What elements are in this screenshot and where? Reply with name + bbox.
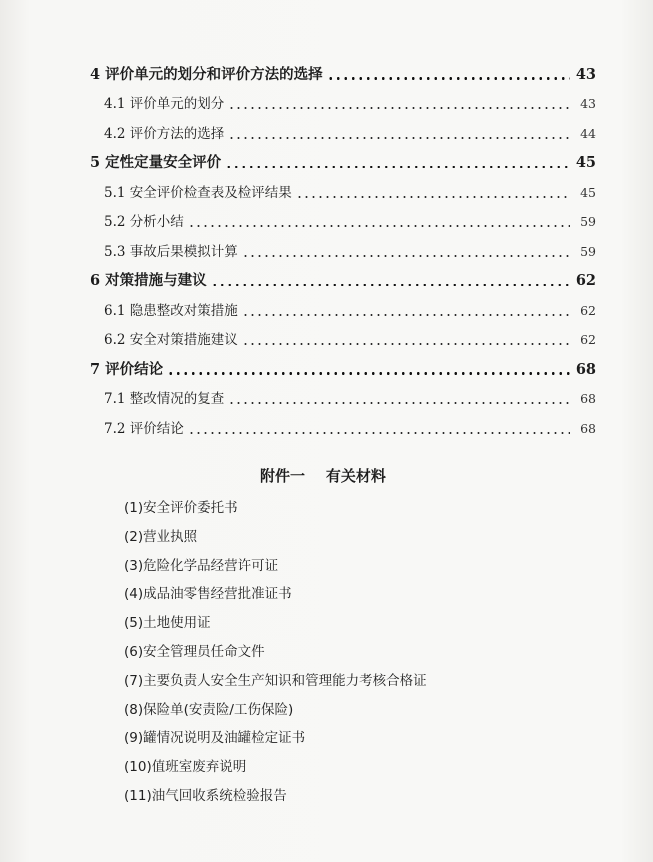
- toc-entry-title: 隐患整改对策措施: [129, 302, 238, 319]
- toc-section-row: [90, 320, 596, 350]
- toc-page-number: 44: [580, 125, 596, 141]
- appendix-item: (2)营业执照: [124, 528, 198, 545]
- table-of-contents: [90, 54, 596, 438]
- toc-page-number: 45: [580, 184, 596, 200]
- dot-leader: [228, 402, 570, 404]
- toc-page-number: 45: [575, 154, 596, 171]
- toc-entry-number: 5: [90, 154, 106, 171]
- toc-entry-number: 5.3: [104, 243, 130, 260]
- appendix-item: (10)值班室废弃说明: [124, 759, 247, 776]
- appendix-list: [124, 494, 427, 811]
- appendix-item: (6)安全管理员任命文件: [124, 643, 265, 660]
- toc-page-number: 62: [580, 302, 596, 318]
- toc-entry-title: 评价单元的划分: [129, 96, 225, 112]
- toc-entry-title: 定性定量安全评价: [105, 154, 222, 171]
- toc-entry-title: 评价结论: [129, 420, 184, 437]
- toc-entry-title: 安全评价检查表及检评结果: [129, 184, 292, 201]
- toc-section-row: [90, 113, 596, 143]
- toc-entry-number: 7: [90, 360, 106, 378]
- appendix-item: (9)罐情况说明及油罐检定证书: [124, 730, 306, 747]
- toc-entry-number: 6.2: [104, 332, 130, 348]
- toc-page-number: 59: [580, 243, 596, 259]
- dot-leader: [228, 137, 570, 139]
- toc-entry-title: 评价单元的划分和评价方法的选择: [105, 65, 323, 83]
- dot-leader: [296, 196, 570, 198]
- dot-leader: [188, 432, 570, 434]
- toc-section-row: [90, 408, 596, 438]
- toc-page-number: 68: [580, 391, 596, 406]
- toc-page-number: 43: [575, 65, 596, 83]
- appendix-item: (8)保险单(安责险/工伤保险): [124, 701, 294, 718]
- toc-chapter-row: [90, 143, 596, 173]
- dot-leader: [228, 107, 570, 109]
- appendix-item: (11)油气回收系统检验报告: [124, 787, 287, 804]
- toc-entry-number: 5.1: [104, 184, 130, 201]
- toc-entry-title: 评价方法的选择: [129, 125, 225, 142]
- dot-leader: [188, 225, 570, 227]
- toc-entry-title: 对策措施与建议: [105, 272, 207, 289]
- toc-page-number: 68: [575, 360, 596, 378]
- toc-page-number: 62: [580, 332, 596, 347]
- toc-entry-number: 6: [90, 272, 106, 289]
- toc-section-row: [90, 290, 596, 320]
- toc-entry-number: 6.1: [104, 302, 130, 319]
- toc-entry-title: 分析小结: [129, 214, 184, 230]
- toc-chapter-row: [90, 349, 596, 379]
- dot-leader: [211, 284, 570, 287]
- appendix-item: (5)土地使用证: [124, 615, 211, 632]
- toc-page-number: 59: [580, 214, 596, 229]
- appendix-item: (1)安全评价委托书: [124, 500, 238, 516]
- toc-section-row: [90, 379, 596, 409]
- toc-entry-title: 安全对策措施建议: [129, 332, 238, 348]
- dot-leader: [242, 343, 570, 345]
- dot-leader: [327, 77, 570, 80]
- dot-leader: [225, 166, 570, 169]
- toc-entry-number: 7.1: [104, 391, 130, 407]
- toc-section-row: [90, 202, 596, 232]
- toc-section-row: [90, 231, 596, 261]
- toc-page-number: 62: [575, 272, 596, 289]
- dot-leader: [242, 314, 570, 316]
- toc-chapter-row: [90, 54, 596, 84]
- dot-leader: [242, 255, 570, 257]
- toc-chapter-row: [90, 261, 596, 291]
- toc-entry-number: 4: [90, 65, 106, 83]
- toc-page-number: 68: [580, 420, 596, 436]
- toc-entry-number: 4.2: [104, 125, 130, 142]
- toc-entry-title: 事故后果模拟计算: [129, 243, 238, 260]
- toc-entry-number: 5.2: [104, 214, 130, 230]
- toc-entry-number: 4.1: [104, 96, 130, 112]
- appendix-item: (4)成品油零售经营批准证书: [124, 586, 292, 603]
- toc-entry-number: 7.2: [104, 420, 130, 437]
- dot-leader: [167, 372, 570, 375]
- appendix-item: (7)主要负责人安全生产知识和管理能力考核合格证: [124, 672, 427, 689]
- toc-entry-title: 评价结论: [105, 360, 164, 378]
- toc-page-number: 43: [580, 96, 596, 111]
- toc-section-row: [90, 172, 596, 202]
- toc-entry-title: 整改情况的复查: [129, 391, 225, 407]
- appendix-item: (3)危险化学品经营许可证: [124, 557, 279, 574]
- appendix-title: 附件一 有关材料: [260, 467, 386, 485]
- toc-section-row: [90, 84, 596, 114]
